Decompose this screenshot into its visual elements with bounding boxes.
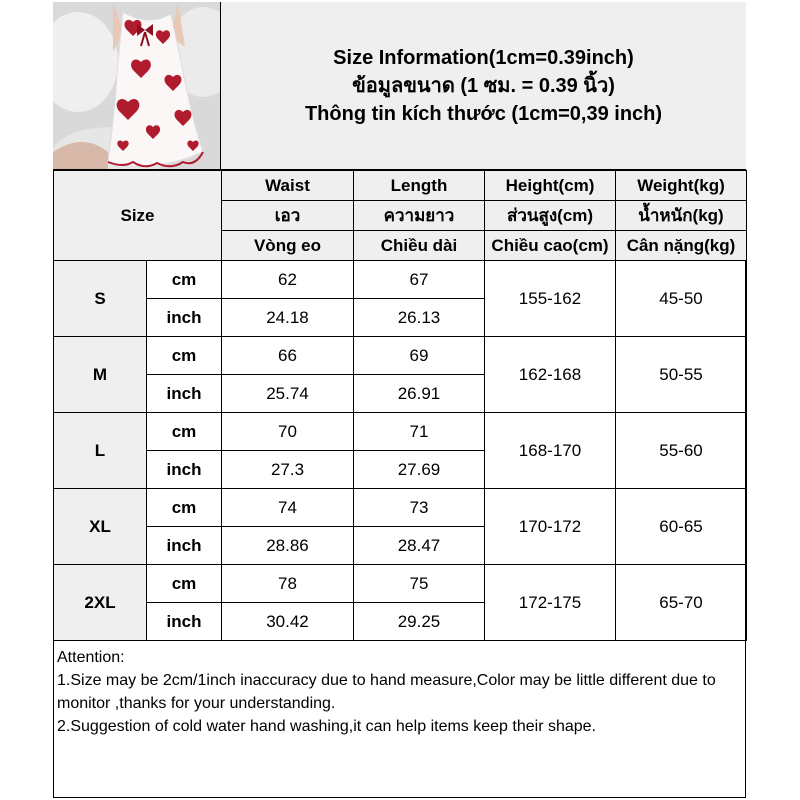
table-row [54, 565, 747, 603]
attention-heading: Attention: [57, 649, 125, 666]
column-header-height-thai: ส่วนสูง(cm) [485, 201, 616, 231]
size-label: 2XL [54, 565, 147, 641]
weight-value: 55-60 [616, 413, 747, 489]
table-row [54, 413, 747, 451]
unit-label: inch [147, 451, 222, 489]
waist-value: 78 [222, 565, 354, 603]
length-value: 27.69 [354, 451, 485, 489]
unit-label: inch [147, 527, 222, 565]
height-value: 155-162 [485, 261, 616, 337]
waist-value: 70 [222, 413, 354, 451]
length-value: 75 [354, 565, 485, 603]
waist-value: 62 [222, 261, 354, 299]
length-value: 71 [354, 413, 485, 451]
header-row-english [54, 171, 747, 201]
column-header-weight-thai: น้ำหนัก(kg) [616, 201, 747, 231]
column-header-length-vietnamese: Chiều dài [354, 231, 485, 261]
length-value: 26.13 [354, 299, 485, 337]
size-label: M [54, 337, 147, 413]
size-label: XL [54, 489, 147, 565]
unit-label: cm [147, 489, 222, 527]
size-label: S [54, 261, 147, 337]
waist-value: 74 [222, 489, 354, 527]
waist-value: 28.86 [222, 527, 354, 565]
unit-label: cm [147, 261, 222, 299]
unit-label: cm [147, 565, 222, 603]
length-value: 69 [354, 337, 485, 375]
length-value: 28.47 [354, 527, 485, 565]
size-table [53, 170, 747, 641]
unit-label: cm [147, 337, 222, 375]
weight-value: 65-70 [616, 565, 747, 641]
length-value: 73 [354, 489, 485, 527]
waist-value: 30.42 [222, 603, 354, 641]
waist-value: 24.18 [222, 299, 354, 337]
weight-value: 50-55 [616, 337, 747, 413]
column-header-length: Length [354, 171, 485, 201]
column-header-weight-vietnamese: Cân nặng(kg) [616, 231, 747, 261]
unit-label: inch [147, 603, 222, 641]
size-info-header [221, 2, 746, 170]
column-header-waist: Waist [222, 171, 354, 201]
unit-label: inch [147, 375, 222, 413]
column-header-height-vietnamese: Chiều cao(cm) [485, 231, 616, 261]
title-vietnamese: Thông tin kích thước (1cm=0,39 inch) [304, 102, 663, 125]
product-photo-image [53, 2, 221, 170]
weight-value: 45-50 [616, 261, 747, 337]
unit-label: inch [147, 299, 222, 337]
weight-value: 60-65 [616, 489, 747, 565]
unit-label: cm [147, 413, 222, 451]
waist-value: 25.74 [222, 375, 354, 413]
length-value: 67 [354, 261, 485, 299]
column-header-length-thai: ความยาว [354, 201, 485, 231]
column-header-waist-vietnamese: Vòng eo [222, 231, 354, 261]
attention-note-2: 2.Suggestion of cold water hand washing,it can help items keep their shape. [57, 718, 596, 735]
height-value: 168-170 [485, 413, 616, 489]
waist-value: 27.3 [222, 451, 354, 489]
size-label: L [54, 413, 147, 489]
product-photo [53, 2, 221, 170]
attention-note-1: 1.Size may be 2cm/1inch inaccuracy due to hand measure,Color may be little different due to monitor ,thanks for your understanding. [57, 672, 716, 712]
column-header-waist-thai: เอว [222, 201, 354, 231]
table-row [54, 261, 747, 299]
height-value: 170-172 [485, 489, 616, 565]
title-english: Size Information(1cm=0.39inch) [333, 46, 634, 69]
column-header-weight: Weight(kg) [616, 171, 747, 201]
table-row [54, 489, 747, 527]
height-value: 162-168 [485, 337, 616, 413]
height-value: 172-175 [485, 565, 616, 641]
attention-notes [53, 644, 746, 798]
title-thai: ข้อมูลขนาด (1 ซม. = 0.39 นิ้ว) [352, 74, 615, 97]
column-header-height: Height(cm) [485, 171, 616, 201]
table-row [54, 337, 747, 375]
size-header: Size [54, 171, 222, 261]
waist-value: 66 [222, 337, 354, 375]
length-value: 29.25 [354, 603, 485, 641]
length-value: 26.91 [354, 375, 485, 413]
